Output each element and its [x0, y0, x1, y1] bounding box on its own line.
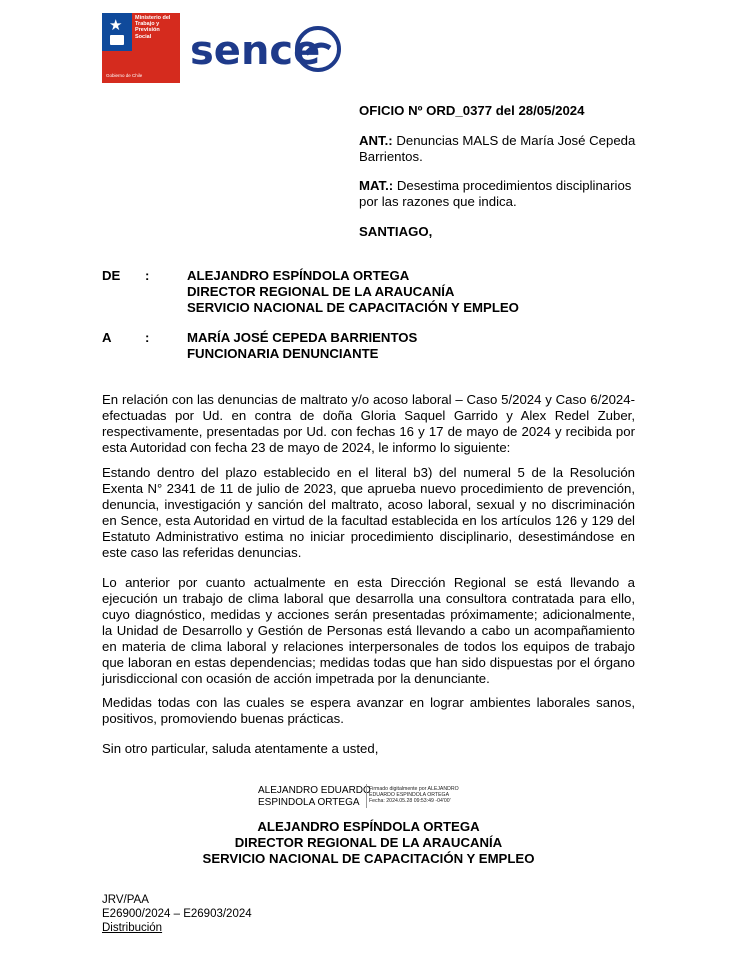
ant-block — [359, 133, 649, 165]
paragraph-4: Medidas todas con las cuales se espera avanzar en lograr ambientes laborales sanos, positivos, promoviendo buenas prácticas. — [102, 695, 635, 726]
coat-of-arms-icon — [110, 35, 124, 45]
svg-text:sence: sence — [190, 28, 321, 74]
paragraph-1: En relación con las denuncias de maltrato y/o acoso laboral – Caso 5/2024 y Caso 6/2024- efectuadas por Ud. en contra de doña Gloria Saquel Garrido y Alex Redel Zuber, respectivamente, presentadas por Ud. con fechas 16 y 17 de mayo de 2024 y recibida por esta Autoridad con fecha 23 de mayo de 2024, le informo lo siguiente: — [102, 392, 635, 455]
signature-name: ALEJANDRO ESPÍNDOLA ORTEGA — [257, 819, 480, 834]
government-logo — [102, 13, 180, 83]
to-role: FUNCIONARIA DENUNCIANTE — [187, 346, 379, 361]
paragraph-2: Estando dentro del plazo establecido en el literal b3) del numeral 5 de la Resolución Exenta N° 2341 de 11 de julio de 2023, que aprueba nuevo procedimiento de prevención, denuncia, investigación y sanción del maltrato, acoso laboral, sexual y no discriminación en Sence, esta Autoridad en virtud de la facultad establecida en los artículos 126 y 129 del Estatuto Administrativo estima no iniciar procedimiento disciplinario, desestimándose en este caso las referidas denuncias. — [102, 465, 635, 560]
to-name: MARÍA JOSÉ CEPEDA BARRIENTOS — [187, 330, 418, 345]
from-name: ALEJANDRO ESPÍNDOLA ORTEGA — [187, 268, 410, 283]
city: SANTIAGO, — [359, 224, 433, 239]
signature-divider — [366, 784, 367, 808]
mat-text-2: por las razones que indica. — [359, 194, 517, 209]
mat-label: MAT.: — [359, 178, 394, 193]
ant-text: Denuncias MALS de María José Cepeda — [392, 133, 636, 148]
closing-line: Sin otro particular, saluda atentamente a usted, — [102, 741, 379, 756]
footer — [102, 893, 252, 935]
ant-text-2: Barrientos. — [359, 149, 423, 164]
mat-text: Desestima procedimientos disciplinarios — [393, 178, 632, 193]
from-colon: : — [145, 268, 150, 283]
footer-ref: E26900/2024 – E26903/2024 — [102, 908, 252, 920]
to-colon: : — [145, 330, 150, 345]
distribution-label: Distribución — [102, 922, 163, 934]
to-block — [187, 330, 417, 362]
star-icon: ★ — [109, 17, 123, 34]
to-label: A — [102, 330, 112, 345]
digital-signature-stamp: Firmado digitalmente por ALEJANDRO EDUARDO ESPINDOLA ORTEGA Fecha: 2024.05.28 09:53:49 -04'00' — [369, 786, 459, 804]
footer-initials: JRV/PAA — [102, 894, 149, 906]
from-block — [187, 268, 519, 316]
paragraph-3: Lo anterior por cuanto actualmente en esta Dirección Regional se está llevando a ejecución un trabajo de clima laboral que desarrolla una consultora contratada para ello, cuyo diagnóstico, medidas y acciones serán presentadas próximamente; adicionalmente, la Unidad de Desarrollo y Gestión de Personas está llevando a cabo un acompañamiento en materia de clima laboral y relaciones interpersonales de todos los equipos de trabajo que laboran en estas dependencias; medidas todas que han sido dispuestas por el órgano jurisdiccional con ocasión de acción impetrada por la denunciante. — [102, 575, 635, 686]
signature-block — [102, 819, 635, 867]
signature-title: DIRECTOR REGIONAL DE LA ARAUCANÍA — [234, 835, 503, 850]
gov-label: Gobierno de Chile — [106, 73, 143, 78]
mat-block — [359, 178, 649, 210]
from-label: DE — [102, 268, 121, 283]
signer-name: ALEJANDRO EDUARDO ESPINDOLA ORTEGA — [258, 785, 371, 808]
oficio-number: OFICIO Nº ORD_0377 del 28/05/2024 — [359, 103, 585, 118]
ministry-name: Ministerio del Trabajo y Previsión Social — [135, 15, 171, 40]
from-title: DIRECTOR REGIONAL DE LA ARAUCANÍA — [187, 284, 455, 299]
signature-org: SERVICIO NACIONAL DE CAPACITACIÓN Y EMPLEO — [202, 851, 535, 866]
sence-logo — [190, 18, 342, 78]
ant-label: ANT.: — [359, 133, 393, 148]
logo-red-base — [102, 51, 180, 83]
from-org: SERVICIO NACIONAL DE CAPACITACIÓN Y EMPLEO — [187, 300, 519, 315]
